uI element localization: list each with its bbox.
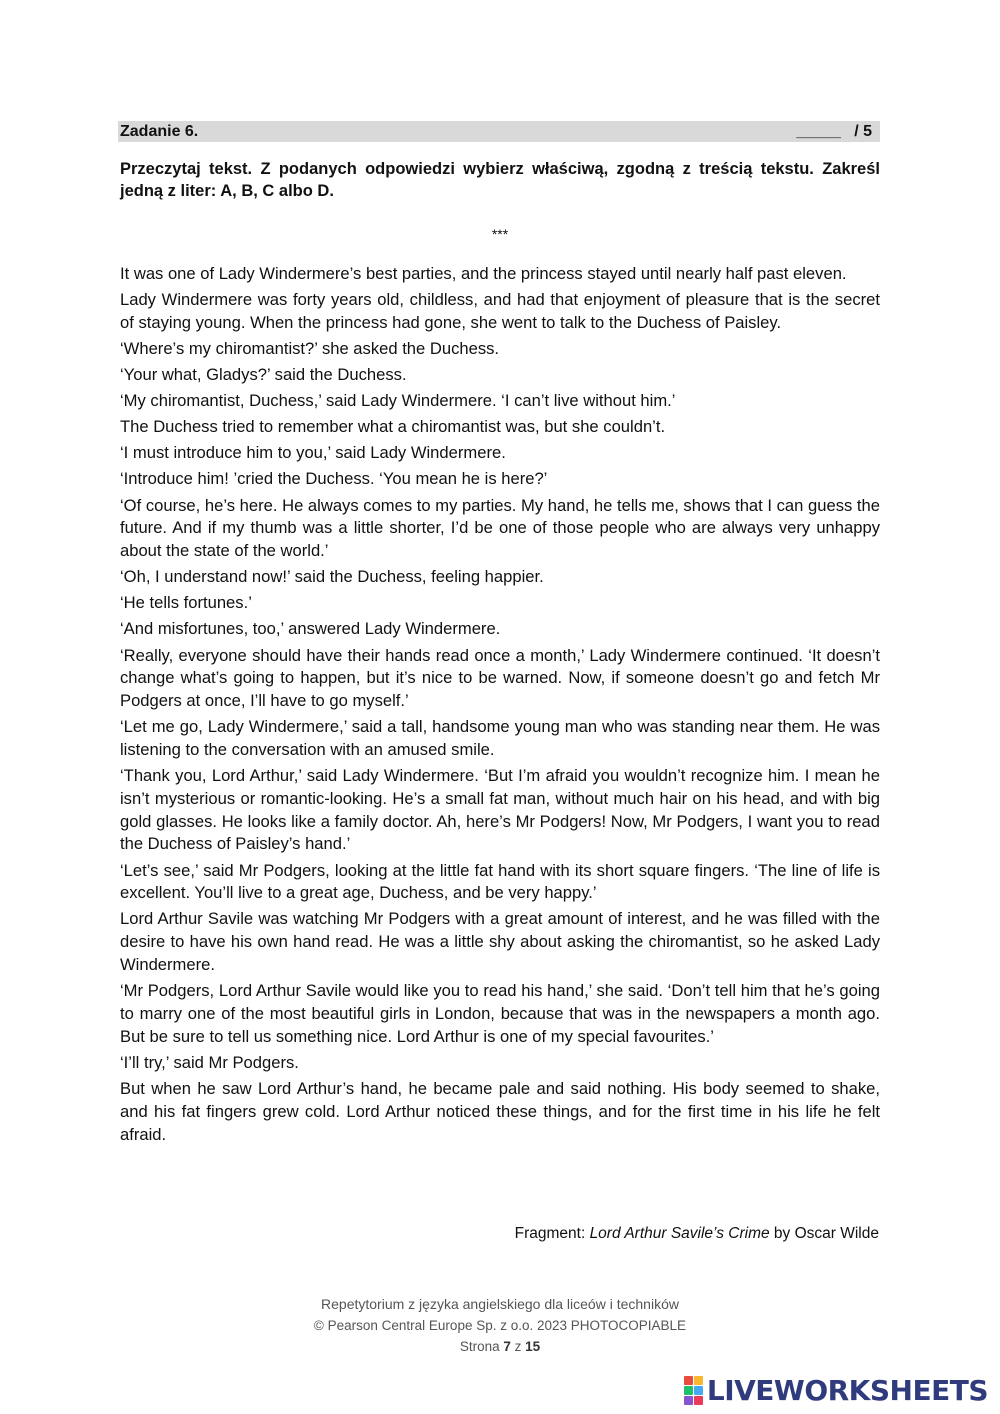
- task-title: Zadanie 6.: [120, 123, 199, 140]
- footer-page-number: [0, 1336, 1000, 1357]
- story-paragraph: ‘Let me go, Lady Windermere,’ said a tall, handsome young man who was standing near them. He was listening to the conversation with an amused smile.: [120, 717, 880, 759]
- story-paragraph: ‘Introduce him! ’cried the Duchess. ‘You mean he is here?’: [120, 469, 548, 489]
- story-paragraph: ‘And misfortunes, too,’ answered Lady Windermere.: [120, 619, 501, 639]
- page-current: 7: [503, 1339, 511, 1354]
- source-suffix: by Oscar Wilde: [769, 1225, 879, 1242]
- story-paragraph: The Duchess tried to remember what a chiromantist was, but she couldn’t.: [120, 417, 666, 437]
- mark-square: [684, 1386, 693, 1395]
- task-score: [796, 121, 872, 142]
- story-paragraph: ‘Your what, Gladys?’ said the Duchess.: [120, 365, 407, 385]
- story-paragraph: Lady Windermere was forty years old, childless, and had that enjoyment of pleasure that is the secret of staying young. When the princess had gone, she went to talk to the Duchess of Paisley.: [120, 290, 880, 332]
- story-paragraph: ‘Where’s my chiromantist?’ she asked the Duchess.: [120, 338, 500, 358]
- liveworksheets-wordmark: LIVEWORKSHEETS: [706, 1373, 988, 1407]
- story-paragraph: ‘He tells fortunes.’: [120, 593, 252, 613]
- story-paragraph: ‘Of course, he’s here. He always comes to my parties. My hand, he tells me, shows that I can guess the future. And if my thumb was a little shorter, I’d be one of those people who are always very unhappy about the state of the world.’: [120, 495, 880, 561]
- score-blank: _____: [796, 123, 841, 140]
- page-prefix: Strona: [459, 1339, 504, 1354]
- footer-copyright: © Pearson Central Europe Sp. z o.o. 2023 PHOTOCOPIABLE: [313, 1318, 687, 1333]
- score-total: / 5: [854, 123, 872, 140]
- page-total: 15: [525, 1339, 541, 1354]
- liveworksheets-logo[interactable]: [684, 1373, 988, 1407]
- task-instruction: Przeczytaj tekst. Z podanych odpowiedzi wybierz właściwą, zgodną z treścią tekstu. Zakreśl jedną z liter: A, B, C albo D.: [120, 160, 880, 200]
- source-prefix: Fragment:: [514, 1225, 590, 1242]
- mark-square: [684, 1396, 693, 1405]
- story-paragraph: ‘I’ll try,’ said Mr Podgers.: [120, 1052, 299, 1072]
- story-paragraph: It was one of Lady Windermere’s best parties, and the princess stayed until nearly half past eleven.: [120, 264, 847, 283]
- story-paragraph: Lord Arthur Savile was watching Mr Podgers with a great amount of interest, and he was filled with the desire to have his own hand read. He was a little shy about asking the chiromantist, so he asked Lady Windermere.: [120, 909, 880, 975]
- mark-square: [694, 1396, 703, 1405]
- story-paragraph: But when he saw Lord Arthur’s hand, he became pale and said nothing. His body seemed to shake, and his fat fingers grew cold. Lord Arthur noticed these things, and for the first time in his life he felt afraid.: [120, 1078, 880, 1144]
- page-footer: [0, 1294, 1000, 1357]
- liveworksheets-mark-icon: [684, 1376, 703, 1405]
- story-paragraph: ‘I must introduce him to you,’ said Lady Windermere.: [120, 443, 506, 463]
- story-paragraph: ‘Thank you, Lord Arthur,’ said Lady Windermere. ‘But I’m afraid you wouldn’t recognize him. I mean he isn’t mysterious or romantic-looking. He’s a small fat man, without much hair on his head, and with big gold glasses. He looks like a family doctor. Ah, here’s Mr Podgers! Now, Mr Podgers, I want you to read the Duchess of Paisley’s hand.’: [120, 766, 880, 854]
- source-title: Lord Arthur Savile’s Crime: [589, 1225, 770, 1242]
- footer-book-title: Repetytorium z języka angielskiego dla liceów i techników: [321, 1296, 679, 1312]
- story-paragraph: ‘Let’s see,’ said Mr Podgers, looking at the little fat hand with its short square fingers. ‘The line of life is excellent. You’ll live to a great age, Duchess, and be very happy.’: [120, 860, 880, 903]
- page-mid: z: [510, 1339, 526, 1354]
- source-citation: [515, 1224, 879, 1244]
- task-header: [118, 121, 880, 142]
- story-paragraph: ‘Really, everyone should have their hands read once a month,’ Lady Windermere continued. ‘It doesn’t change what’s going to happen, but it’s nice to be warned. Now, if someone doesn’t go and fetch Mr Podgers at once, I’ll have to go myself.’: [120, 645, 880, 711]
- story-paragraph: ‘Oh, I understand now!’ said the Duchess, feeling happier.: [120, 567, 544, 587]
- story-paragraph: ‘My chiromantist, Duchess,’ said Lady Windermere. ‘I can’t live without him.’: [120, 391, 676, 411]
- separator-stars: ***: [491, 226, 509, 242]
- mark-square: [694, 1376, 703, 1385]
- story-paragraph: ‘Mr Podgers, Lord Arthur Savile would like you to read his hand,’ she said. ‘Don’t tell him that he’s going to marry one of the most beautiful girls in London, because that was in the newspapers a month ago. But be sure to tell us something nice. Lord Arthur is one of my special favourites.’: [120, 981, 880, 1046]
- mark-square: [684, 1376, 693, 1385]
- story-text: [120, 263, 880, 1150]
- mark-square: [694, 1386, 703, 1395]
